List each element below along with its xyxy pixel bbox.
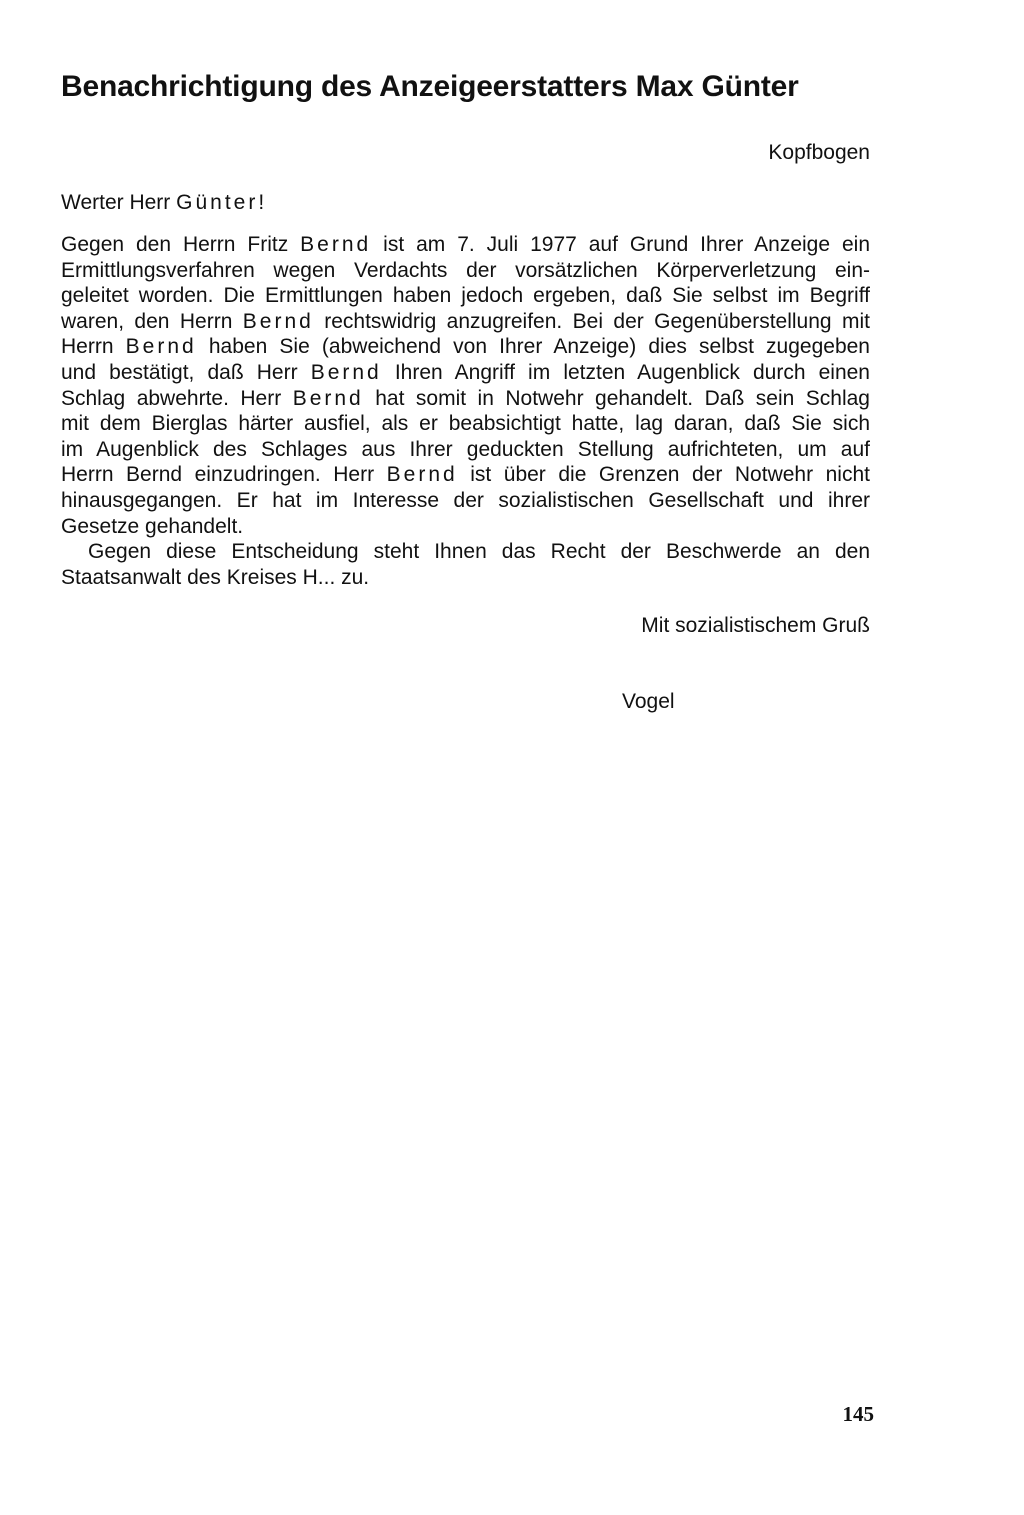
text-segment: Herrn bbox=[61, 335, 126, 359]
salutation-name: Günter bbox=[176, 191, 259, 214]
salutation bbox=[61, 191, 264, 215]
text-segment: hat somit in Notwehr gehandelt. Daß sein Schlag bbox=[363, 386, 870, 410]
body-line bbox=[61, 283, 870, 309]
text-segment: Herrn Bernd einzudringen. Herr bbox=[61, 463, 387, 487]
text-segment: ist über die Grenzen der Notwehr nicht bbox=[457, 463, 870, 487]
body-line bbox=[61, 437, 870, 463]
text-segment: ist am 7. Juli 1977 auf Grund Ihrer Anzeige ein bbox=[371, 233, 870, 256]
body-line bbox=[61, 514, 870, 540]
salutation-suffix: ! bbox=[258, 191, 265, 214]
body-line bbox=[61, 334, 870, 360]
text-segment: und bestätigt, daß Herr bbox=[61, 360, 311, 384]
body-line bbox=[61, 411, 870, 437]
text-segment: hinausgegangen. Er hat im Interesse der sozialistischen Gesellschaft und ihrer bbox=[61, 488, 870, 512]
letterhead-note: Kopfbogen bbox=[768, 141, 870, 164]
spaced-name: Bernd bbox=[125, 335, 197, 359]
body-line bbox=[61, 462, 870, 488]
body-line bbox=[61, 309, 870, 335]
page-number: 145 bbox=[842, 1402, 874, 1426]
text-segment: Gegen den Herrn Fritz bbox=[61, 233, 301, 256]
letter-body bbox=[61, 232, 870, 590]
body-line bbox=[61, 232, 870, 258]
text-segment: rechtswidrig anzugreifen. Bei der Gegenüberstellung mit bbox=[313, 309, 870, 333]
signature-name: Vogel bbox=[622, 690, 675, 713]
text-segment: Gegen diese Entscheidung steht Ihnen das Recht der Beschwerde an den bbox=[88, 540, 870, 564]
text-segment: Ihren Angriff im letzten Augenblick durch einen bbox=[381, 360, 870, 384]
text-segment: Gesetze gehandelt. bbox=[61, 514, 244, 538]
text-segment: mit dem Bierglas härter ausfiel, als er beabsichtigt hatte, lag daran, daß Sie sich bbox=[61, 412, 870, 436]
salutation-prefix: Werter Herr bbox=[61, 191, 177, 214]
body-line bbox=[61, 258, 870, 284]
text-segment: Staatsanwalt des Kreises H... zu. bbox=[61, 565, 370, 589]
text-segment: haben Sie (abweichend von Ihrer Anzeige) dies selbst zugegeben bbox=[196, 335, 870, 359]
spaced-name: Bernd bbox=[242, 309, 314, 333]
body-line bbox=[61, 565, 870, 591]
text-segment: geleitet worden. Die Ermittlungen haben jedoch ergeben, daß Sie selbst im Begriff bbox=[61, 284, 870, 308]
document-title: Benachrichtigung des Anzeigeerstatters Max Günter bbox=[61, 70, 799, 103]
body-line bbox=[61, 539, 870, 565]
text-segment: im Augenblick des Schlages aus Ihrer geduckten Stellung aufrichteten, um auf bbox=[61, 437, 870, 461]
spaced-name: Bernd bbox=[292, 386, 364, 410]
closing-greeting: Mit sozialistischem Gruß bbox=[641, 614, 870, 637]
text-segment: waren, den Herrn bbox=[61, 309, 243, 333]
body-line bbox=[61, 488, 870, 514]
text-segment: Schlag abwehrte. Herr bbox=[61, 386, 293, 410]
spaced-name: Bernd bbox=[310, 360, 382, 384]
spaced-name: Bernd bbox=[300, 233, 372, 256]
text-segment: Ermittlungsverfahren wegen Verdachts der vorsätzlichen Körperverletzung ein- bbox=[61, 258, 870, 282]
spaced-name: Bernd bbox=[386, 463, 458, 487]
body-line bbox=[61, 360, 870, 386]
body-line bbox=[61, 386, 870, 412]
